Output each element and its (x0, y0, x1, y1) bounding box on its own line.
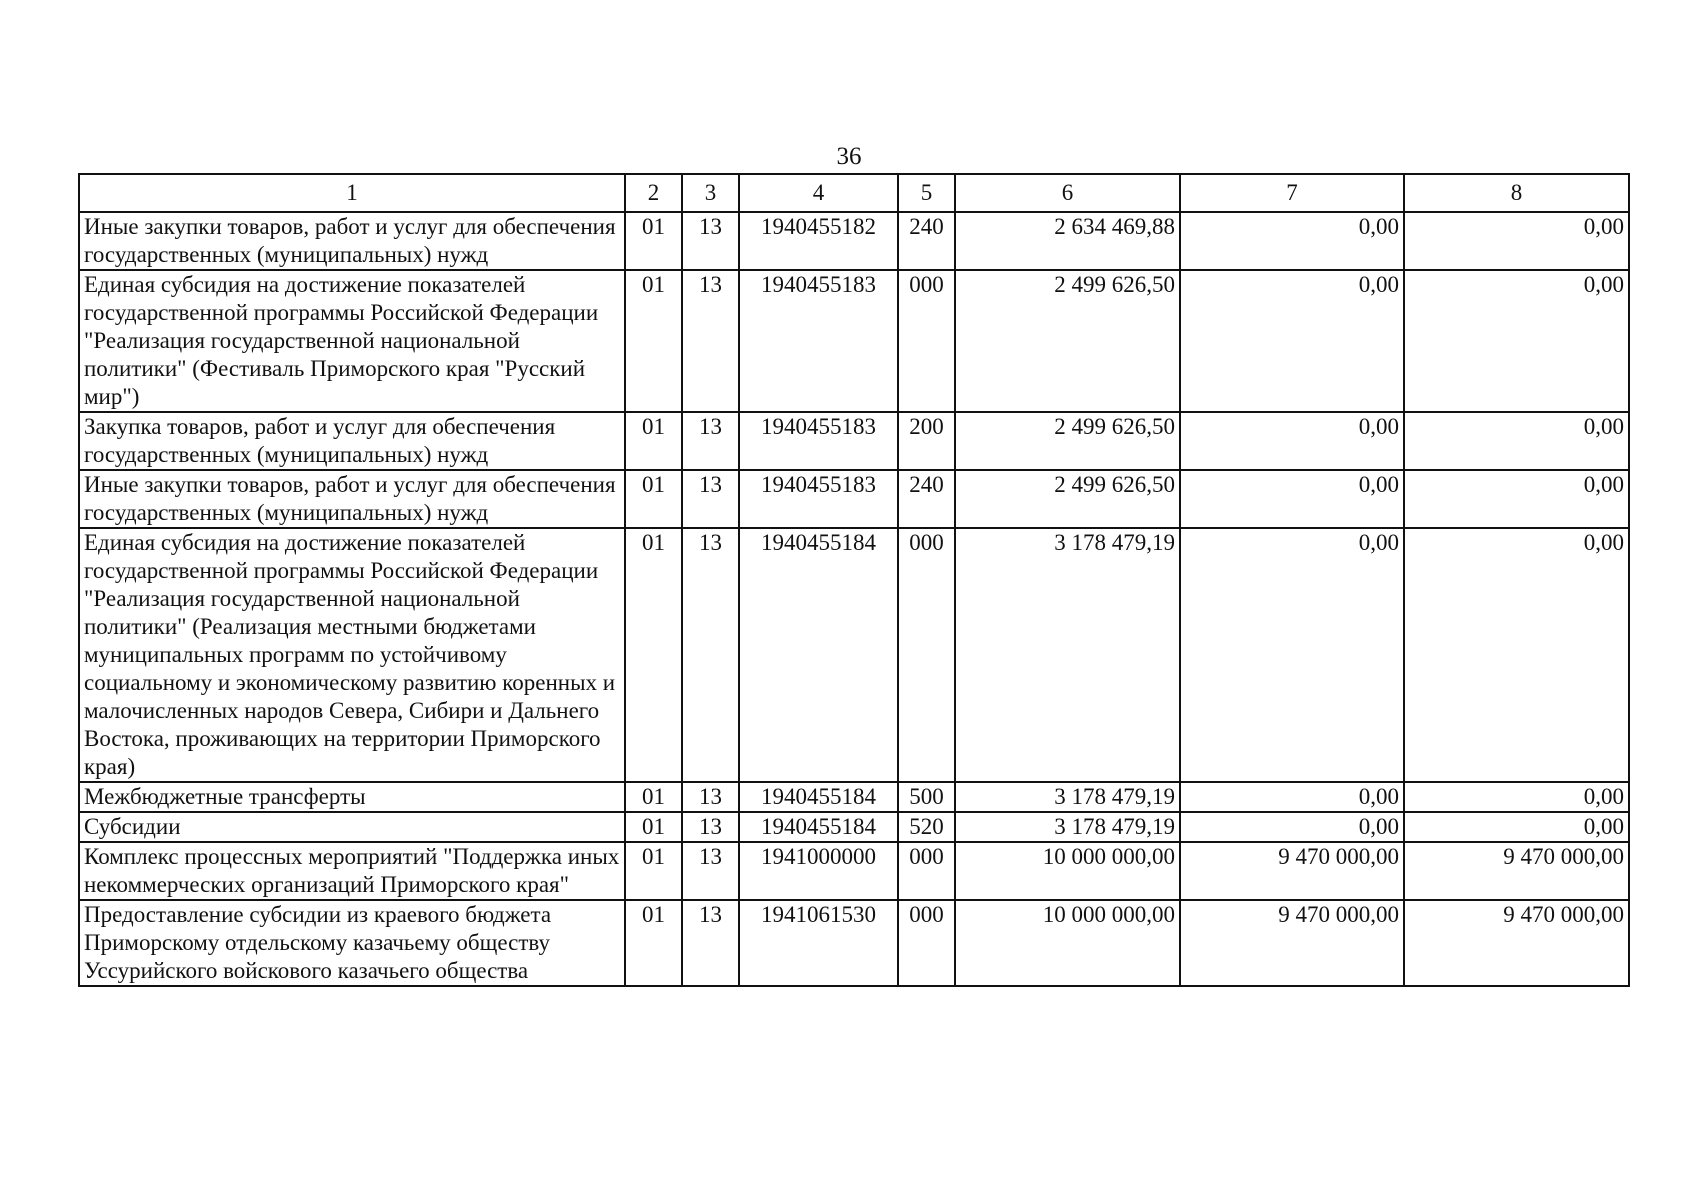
page-number: 36 (836, 143, 862, 170)
table-row (79, 900, 1629, 986)
amount-cell: 0,00 (1404, 782, 1629, 812)
section-cell: 01 (625, 812, 682, 842)
amount-cell: 9 470 000,00 (1180, 842, 1404, 900)
subsection-cell: 13 (682, 270, 739, 412)
amount-cell: 0,00 (1180, 270, 1404, 412)
amount-cell: 0,00 (1180, 782, 1404, 812)
amount-cell: 0,00 (1404, 470, 1629, 528)
expense-type-cell: 000 (898, 900, 955, 986)
column-header: 3 (682, 174, 739, 212)
amount-cell: 9 470 000,00 (1180, 900, 1404, 986)
section-cell: 01 (625, 782, 682, 812)
target-article-cell: 1940455184 (739, 528, 898, 782)
target-article-cell: 1940455184 (739, 782, 898, 812)
row-name-cell: Субсидии (79, 812, 625, 842)
subsection-cell: 13 (682, 212, 739, 270)
section-cell: 01 (625, 270, 682, 412)
row-name-cell: Единая субсидия на достижение показателей государственной программы Российской Федерации "Реализация государственной национальной политики" (Фестиваль Приморского края "Русский мир") (79, 270, 625, 412)
table-row (79, 270, 1629, 412)
amount-cell: 2 499 626,50 (955, 412, 1180, 470)
subsection-cell: 13 (682, 900, 739, 986)
target-article-cell: 1940455184 (739, 812, 898, 842)
amount-cell: 3 178 479,19 (955, 812, 1180, 842)
section-cell: 01 (625, 412, 682, 470)
amount-cell: 10 000 000,00 (955, 900, 1180, 986)
expense-type-cell: 500 (898, 782, 955, 812)
column-header: 2 (625, 174, 682, 212)
subsection-cell: 13 (682, 782, 739, 812)
table-row (79, 782, 1629, 812)
subsection-cell: 13 (682, 842, 739, 900)
budget-table (78, 173, 1630, 987)
amount-cell: 10 000 000,00 (955, 842, 1180, 900)
section-cell: 01 (625, 470, 682, 528)
amount-cell: 0,00 (1404, 812, 1629, 842)
target-article-cell: 1940455183 (739, 412, 898, 470)
table-row (79, 812, 1629, 842)
target-article-cell: 1940455183 (739, 270, 898, 412)
row-name-cell: Единая субсидия на достижение показателей государственной программы Российской Федерации "Реализация государственной национальной политики" (Реализация местными бюджетами муниципальных программ по устойчивому социальному и экономическому развитию коренных и малочисленных народов Севера, Сибири и Дальнего Востока, проживающих на территории Приморского края) (79, 528, 625, 782)
amount-cell: 0,00 (1404, 412, 1629, 470)
target-article-cell: 1940455182 (739, 212, 898, 270)
amount-cell: 2 634 469,88 (955, 212, 1180, 270)
expense-type-cell: 200 (898, 412, 955, 470)
row-name-cell: Иные закупки товаров, работ и услуг для обеспечения государственных (муниципальных) нужд (79, 212, 625, 270)
amount-cell: 0,00 (1404, 212, 1629, 270)
amount-cell: 0,00 (1180, 470, 1404, 528)
amount-cell: 0,00 (1180, 528, 1404, 782)
subsection-cell: 13 (682, 812, 739, 842)
row-name-cell: Предоставление субсидии из краевого бюджета Приморскому отдельскому казачьему обществу Уссурийского войскового казачьего общества (79, 900, 625, 986)
column-header: 4 (739, 174, 898, 212)
amount-cell: 0,00 (1404, 528, 1629, 782)
amount-cell: 2 499 626,50 (955, 470, 1180, 528)
table-row (79, 528, 1629, 782)
header-row (79, 174, 1629, 212)
subsection-cell: 13 (682, 412, 739, 470)
column-header: 5 (898, 174, 955, 212)
row-name-cell: Иные закупки товаров, работ и услуг для обеспечения государственных (муниципальных) нужд (79, 470, 625, 528)
amount-cell: 0,00 (1180, 812, 1404, 842)
row-name-cell: Комплекс процессных мероприятий "Поддержка иных некоммерческих организаций Приморского края" (79, 842, 625, 900)
expense-type-cell: 000 (898, 270, 955, 412)
expense-type-cell: 000 (898, 842, 955, 900)
expense-type-cell: 000 (898, 528, 955, 782)
row-name-cell: Закупка товаров, работ и услуг для обеспечения государственных (муниципальных) нужд (79, 412, 625, 470)
amount-cell: 0,00 (1180, 212, 1404, 270)
amount-cell: 9 470 000,00 (1404, 842, 1629, 900)
target-article-cell: 1941061530 (739, 900, 898, 986)
section-cell: 01 (625, 212, 682, 270)
expense-type-cell: 240 (898, 470, 955, 528)
section-cell: 01 (625, 900, 682, 986)
expense-type-cell: 520 (898, 812, 955, 842)
section-cell: 01 (625, 528, 682, 782)
column-header: 1 (79, 174, 625, 212)
amount-cell: 9 470 000,00 (1404, 900, 1629, 986)
subsection-cell: 13 (682, 528, 739, 782)
column-header: 6 (955, 174, 1180, 212)
amount-cell: 3 178 479,19 (955, 782, 1180, 812)
table-row (79, 212, 1629, 270)
table-row (79, 842, 1629, 900)
amount-cell: 0,00 (1404, 270, 1629, 412)
amount-cell: 0,00 (1180, 412, 1404, 470)
target-article-cell: 1941000000 (739, 842, 898, 900)
column-header: 7 (1180, 174, 1404, 212)
column-header: 8 (1404, 174, 1629, 212)
table-row (79, 412, 1629, 470)
amount-cell: 2 499 626,50 (955, 270, 1180, 412)
table-row (79, 470, 1629, 528)
target-article-cell: 1940455183 (739, 470, 898, 528)
amount-cell: 3 178 479,19 (955, 528, 1180, 782)
row-name-cell: Межбюджетные трансферты (79, 782, 625, 812)
subsection-cell: 13 (682, 470, 739, 528)
expense-type-cell: 240 (898, 212, 955, 270)
section-cell: 01 (625, 842, 682, 900)
